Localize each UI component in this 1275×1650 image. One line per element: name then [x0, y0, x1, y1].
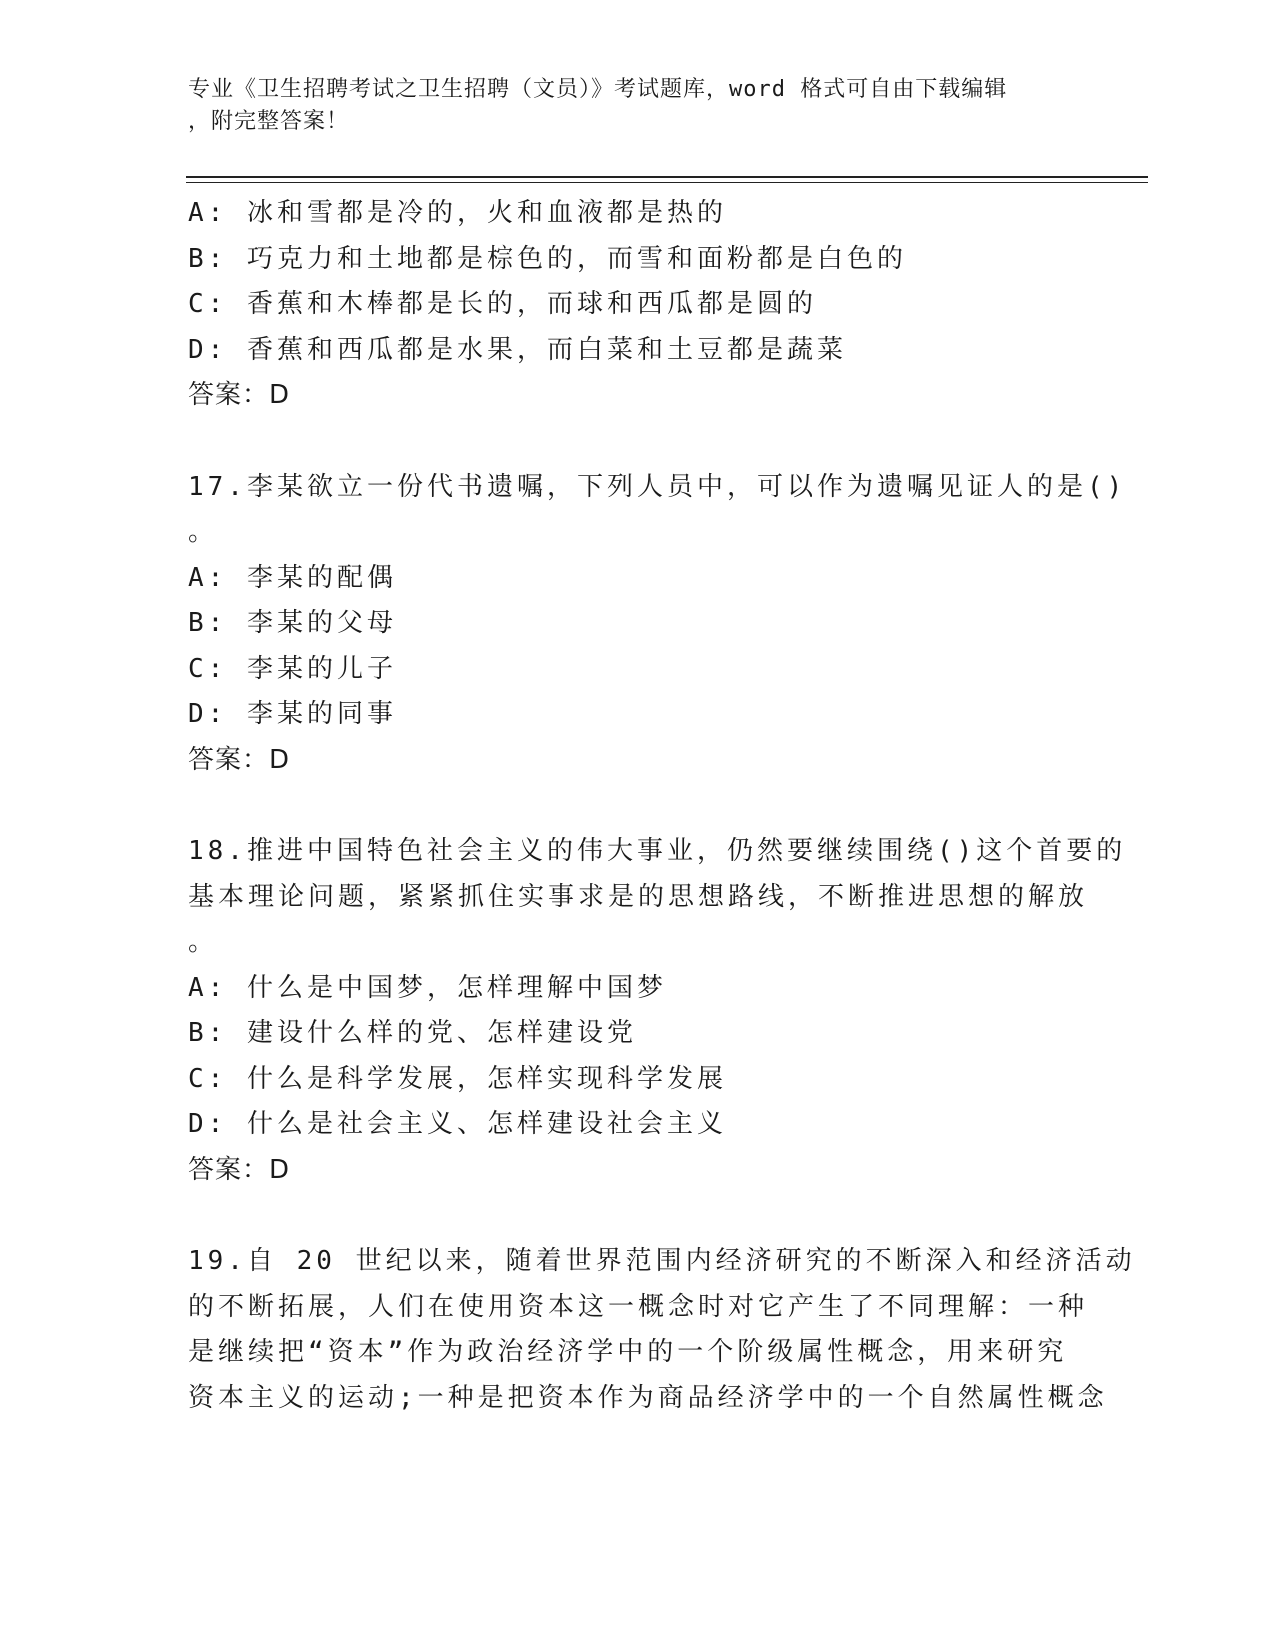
question-text-line: 。 [188, 517, 219, 547]
option-c: C: 李某的儿子 [188, 653, 397, 684]
header-divider-thin [186, 182, 1148, 183]
option-d: D: 李某的同事 [188, 699, 397, 729]
question-16 [188, 191, 1068, 419]
question-text-line: 资本主义的运动;一种是把资本作为商品经济学中的一个自然属性概念 [188, 1382, 1108, 1413]
question-18 [188, 829, 1127, 1193]
answer-line: 答案：D [188, 380, 291, 410]
option-c: C: 香蕉和木棒都是长的，而球和西瓜都是圆的 [188, 289, 817, 319]
question-17 [188, 465, 1127, 784]
option-a: A: 什么是中国梦，怎样理解中国梦 [188, 972, 667, 1003]
question-text-line: 的不断拓展，人们在使用资本这一概念时对它产生了不同理解：一种 [188, 1291, 1089, 1322]
question-text-line: 18.推进中国特色社会主义的伟大事业，仍然要继续围绕()这个首要的 [188, 836, 1127, 866]
option-b: B: 建设什么样的党、怎样建设党 [188, 1018, 637, 1048]
option-a: A: 李某的配偶 [188, 562, 397, 593]
question-19 [188, 1239, 1136, 1421]
option-b: B: 李某的父母 [188, 608, 397, 638]
spacer [188, 783, 1068, 829]
question-text-line: 是继续把“资本”作为政治经济学中的一个阶级属性概念，用来研究 [188, 1337, 1068, 1367]
option-d: D: 香蕉和西瓜都是水果，而白菜和土豆都是蔬菜 [188, 334, 847, 365]
header-title-line-1: 专业《卫生招聘考试之卫生招聘（文员）》考试题库，word 格式可自由下载编辑 [188, 77, 1008, 102]
question-text-line: 。 [188, 927, 219, 957]
question-text-line: 17.李某欲立一份代书遗嘱，下列人员中，可以作为遗嘱见证人的是() [188, 471, 1127, 502]
answer-line: 答案：D [188, 744, 291, 775]
option-d: D: 什么是社会主义、怎样建设社会主义 [188, 1109, 727, 1139]
option-a: A: 冰和雪都是冷的，火和血液都是热的 [188, 198, 727, 228]
answer-line: 答案：D [188, 1154, 291, 1185]
option-c: C: 什么是科学发展，怎样实现科学发展 [188, 1063, 727, 1094]
option-b: B: 巧克力和土地都是棕色的，而雪和面粉都是白色的 [188, 243, 907, 274]
question-text-line: 基本理论问题，紧紧抓住实事求是的思想路线，不断推进思想的解放 [188, 881, 1089, 912]
header-divider-thick [186, 176, 1148, 178]
spacer [188, 419, 1068, 465]
question-text-line: 19.自 20 世纪以来，随着世界范围内经济研究的不断深入和经济活动 [188, 1246, 1136, 1276]
document-header [188, 74, 1068, 138]
header-title-line-2: ，附完整答案！ [188, 109, 350, 134]
question-content [188, 191, 1136, 1421]
spacer [188, 1193, 1068, 1239]
